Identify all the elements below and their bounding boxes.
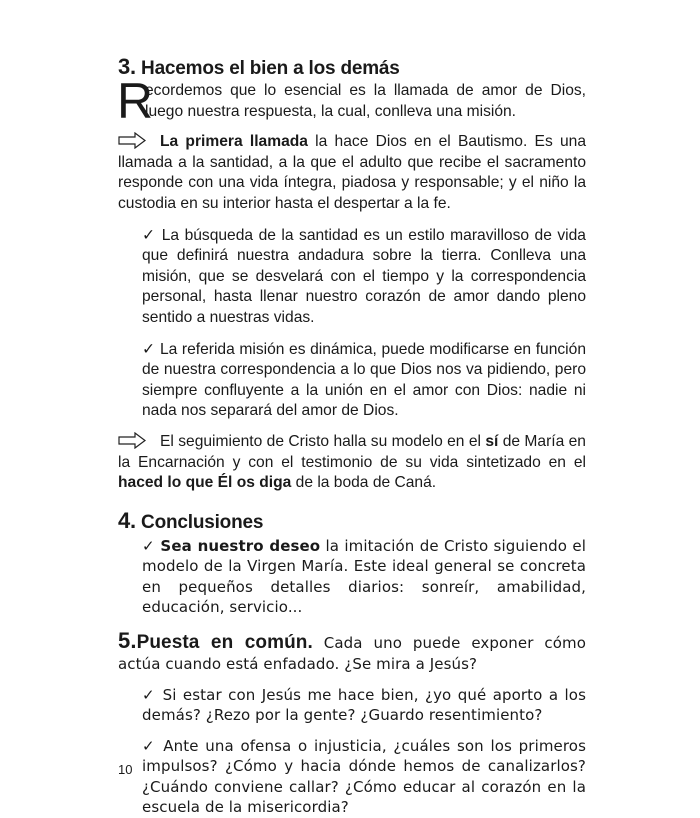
arrow-paragraph-1 [118, 132, 586, 214]
bold-phrase: La primera llamada [160, 133, 308, 151]
check-paragraph-4 [118, 736, 586, 818]
section-title: Puesta en común. [136, 631, 313, 653]
section-4-heading [118, 507, 586, 534]
paragraph-text: la hace Dios en el Bautismo. Es una llamada a la santidad, a la que el adulto que recibe el sacramento responde con una vida íntegra, piadosa y responsable; y el niño la custodia en su interior hasta el despertar a la fe. [118, 133, 586, 212]
section-4 [118, 507, 586, 618]
page-number: 10 [118, 762, 133, 777]
bold-phrase: Sea nuestro deseo [160, 536, 321, 555]
section-title: Hacemos el bien a los demás [141, 58, 400, 79]
section-3 [118, 56, 586, 494]
intro-text: ecordemos que lo esencial es la llamada de amor de Dios, luego nuestra respuesta, la cual, conlleva una misión. [145, 82, 586, 120]
check-paragraph-2 [118, 339, 586, 422]
checkmark-icon: ✓ [142, 225, 157, 244]
check-paragraph-1 [118, 225, 586, 329]
arrow-paragraph-2 [118, 432, 586, 494]
section-3-intro [117, 73, 586, 129]
paragraph-text: La búsqueda de la santidad es un estilo maravilloso de vida que definirá nuestra andadura sobre la tierra. Conlleva una misión, que se desvelará con el tiempo y la correspondencia personal, hasta llenar nuestro corazón de amor dando pleno sentido a nuestras vidas. [142, 226, 586, 326]
drop-cap: R [117, 73, 154, 129]
bold-word: sí [485, 432, 499, 450]
checkmark-icon: ✓ [142, 339, 156, 358]
checkmark-icon: ✓ [142, 685, 157, 704]
section-number: 4. [118, 507, 136, 533]
bold-phrase: haced lo que Él os diga [118, 474, 292, 492]
checkmark-icon: ✓ [142, 536, 156, 555]
section-number: 3. [118, 54, 136, 79]
paragraph-text: La referida misión es dinámica, puede modificarse en función de nuestra correspondencia a lo que Dios nos va pidiendo, pero siempre confluyente a la unión en el amor con Dios: nadie ni nada nos separará del amor de Dios. [142, 340, 586, 420]
arrow-right-outline-icon [118, 132, 146, 149]
checkmark-icon: ✓ [142, 736, 157, 755]
section-intro: Cada uno puede exponer cómo actúa cuando está enfadado. ¿Se mira a Jesús? [118, 633, 587, 673]
paragraph-text: Ante una ofensa o injusticia, ¿cuáles son los primeros impulsos? ¿Cómo y hacia dónde hemos de canalizarlos? ¿Cuándo conviene callar? ¿Cómo educar al corazón en la escuela de la misericordia? [142, 736, 587, 817]
text-part: de la boda de Caná. [291, 474, 437, 492]
section-title: Conclusiones [141, 511, 264, 533]
paragraph-text: Si estar con Jesús me hace bien, ¿yo qué aporto a los demás? ¿Rezo por la gente? ¿Guardo resentimiento? [142, 685, 586, 725]
conclusion-paragraph [118, 536, 586, 618]
arrow-right-outline-icon [118, 432, 146, 449]
text-part: El seguimiento de Cristo halla su modelo en el [160, 432, 486, 450]
check-paragraph-3 [118, 685, 586, 726]
section-3-heading [118, 56, 586, 80]
section-5 [118, 627, 587, 818]
section-number: 5. [118, 627, 137, 653]
text-part: de María en la Encarnación y con el testimonio de su vida sintetizado en el [118, 432, 586, 471]
page-content [118, 56, 586, 818]
paragraph-text: la imitación de Cristo siguiendo el modelo de la Virgen María. Este ideal general se concreta en pequeños detalles diarios: sonreír, amabilidad, educación, servicio... [142, 536, 586, 617]
section-5-heading-paragraph [118, 627, 587, 675]
